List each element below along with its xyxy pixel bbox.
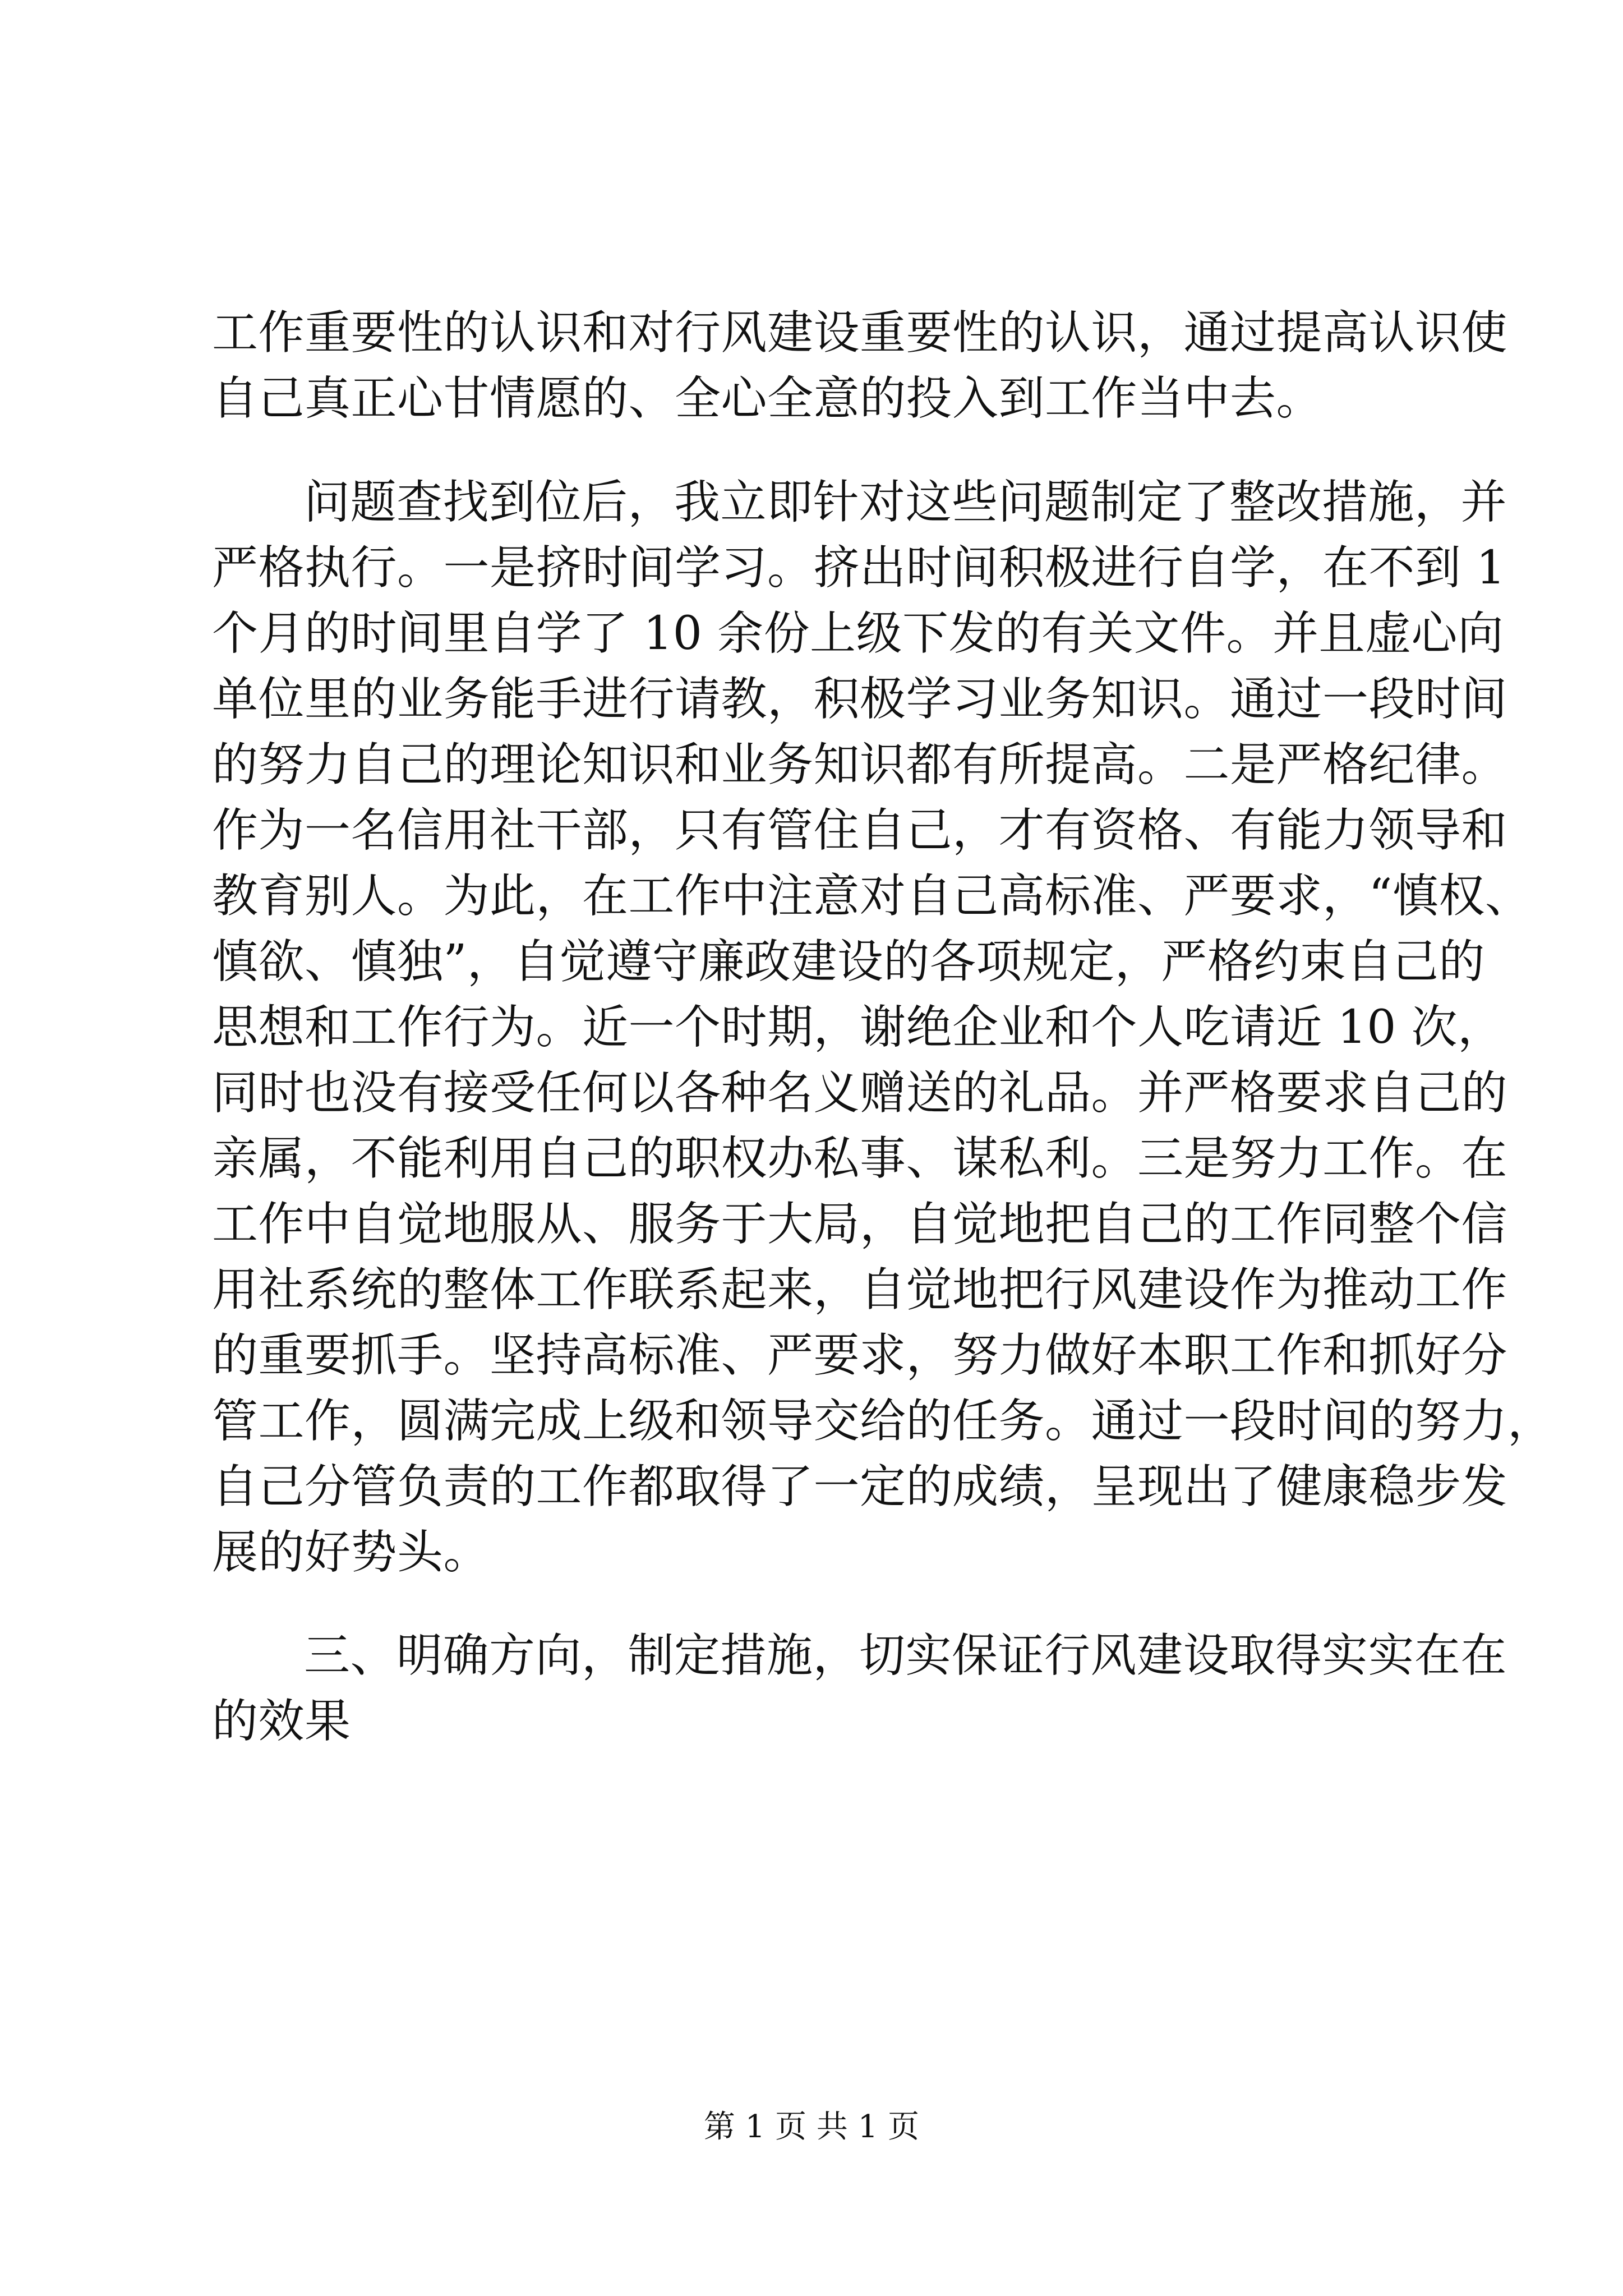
body-text-line: 的努力自己的理论知识和业务知识都有所提高。二是严格纪律。 — [212, 738, 1508, 792]
body-text-line: 严格执行。一是挤时间学习。挤出时间积极进行自学，在不到 1 — [212, 541, 1506, 595]
body-text-line: 工作中自觉地服从、服务于大局，自觉地把自己的工作同整个信 — [212, 1198, 1508, 1251]
body-text-line: 教育别人。为此，在工作中注意对自己高标准、严要求，“慎权、 — [212, 869, 1532, 923]
body-text-line: 单位里的业务能手进行请教，积极学习业务知识。通过一段时间 — [212, 673, 1508, 726]
body-text-line: 自己真正心甘情愿的、全心全意的投入到工作当中去。 — [212, 372, 1323, 425]
paragraph-first-line: 问题查找到位后，我立即针对这些问题制定了整改措施，并 — [304, 476, 1507, 529]
body-text-line: 个月的时间里自学了 10 余份上级下发的有关文件。并且虚心向 — [212, 607, 1504, 660]
section-heading-line: 三、明确方向，制定措施，切实保证行风建设取得实实在在 — [304, 1629, 1507, 1682]
body-text-line: 亲属，不能利用自己的职权办私事、谋私利。三是努力工作。在 — [212, 1132, 1508, 1185]
page-number-footer: 第 1 页 共 1 页 — [703, 2109, 920, 2145]
body-text-line: 展的好势头。 — [212, 1526, 490, 1579]
body-text-line: 管工作，圆满完成上级和领导交给的任务。通过一段时间的努力， — [212, 1395, 1554, 1448]
body-text-line: 作为一名信用社干部，只有管住自己，才有资格、有能力领导和 — [212, 804, 1508, 857]
section-heading-line: 的效果 — [212, 1695, 351, 1748]
body-text-line: 慎欲、慎独”，自觉遵守廉政建设的各项规定，严格约束自己的 — [212, 935, 1485, 988]
body-text-line: 思想和工作行为。近一个时期，谢绝企业和个人吃请近 10 次， — [212, 1001, 1504, 1054]
body-text-line: 的重要抓手。坚持高标准、严要求，努力做好本职工作和抓好分 — [212, 1329, 1508, 1382]
body-text-line: 工作重要性的认识和对行风建设重要性的认识，通过提高认识使 — [212, 306, 1508, 360]
body-text-line: 用社系统的整体工作联系起来，自觉地把行风建设作为推动工作 — [212, 1263, 1508, 1317]
body-text-line: 自己分管负责的工作都取得了一定的成绩，呈现出了健康稳步发 — [212, 1460, 1508, 1513]
body-text-line: 同时也没有接受任何以各种名义赠送的礼品。并严格要求自己的 — [212, 1066, 1508, 1120]
